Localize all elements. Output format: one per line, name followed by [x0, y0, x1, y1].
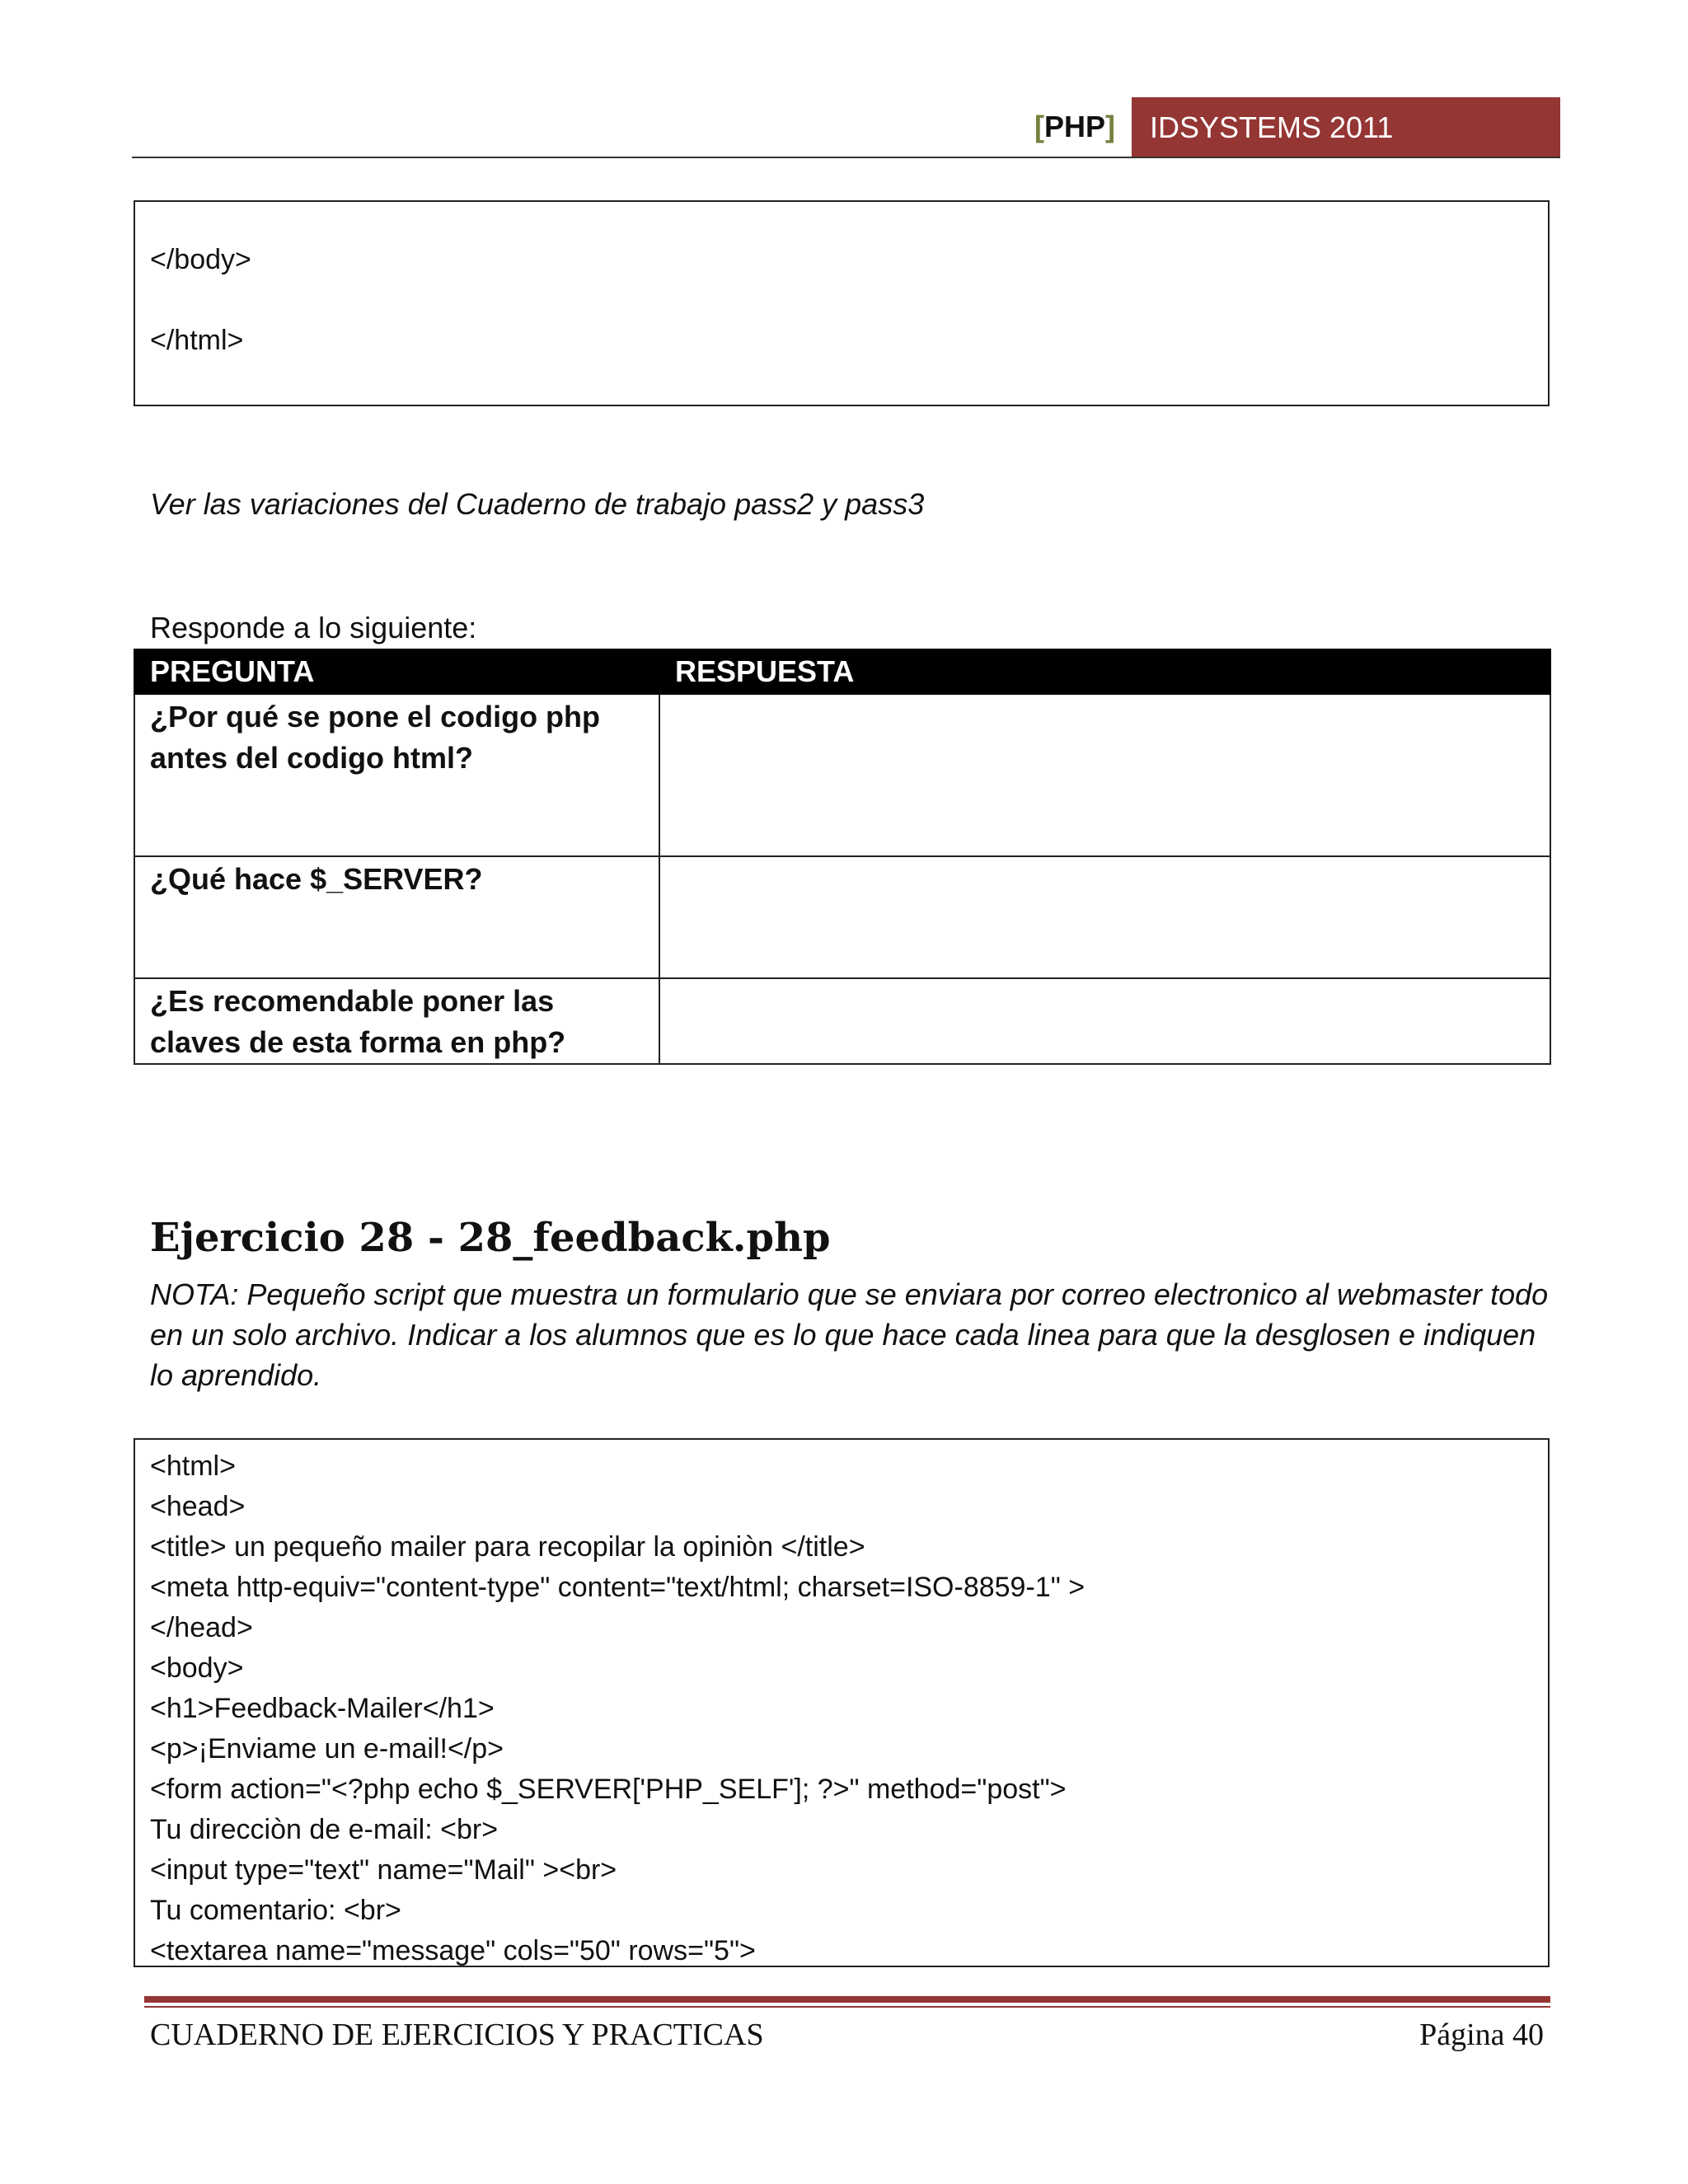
qa-question: ¿Por qué se pone el codigo php antes del codigo html? [134, 694, 659, 856]
exercise-title: Ejercicio 28 - 28_feedback.php [150, 1215, 831, 1261]
header-rule [132, 157, 1560, 158]
qa-question: ¿Qué hace $_SERVER? [134, 856, 659, 978]
exercise-note: NOTA: Pequeño script que muestra un formulario que se enviara por correo electronico al webmaster todo en un solo archivo. Indicar a los alumnos que es lo que hace cada linea para que la desglosen e indiquen lo aprendido. [150, 1277, 1549, 1392]
qa-answer-cell[interactable] [659, 978, 1550, 1064]
variations-note: Ver las variaciones del Cuaderno de trabajo pass2 y pass3 [150, 487, 925, 521]
header-bracket-close: ] [1105, 110, 1115, 143]
instruction-text: Responde a lo siguiente: [150, 611, 477, 644]
qa-answer-cell[interactable] [659, 856, 1550, 978]
code-line: <meta http-equiv="content-type" content="text/html; charset=ISO-8859-1" > [150, 1572, 1085, 1603]
qa-row [134, 856, 1550, 978]
qa-table [134, 649, 1551, 1065]
code-block-2 [134, 1438, 1550, 1967]
code-line: <title> un pequeño mailer para recopilar la opiniòn </title> [150, 1531, 865, 1563]
code-line: <html> [150, 1451, 236, 1482]
page-number: Página 40 [1419, 2018, 1544, 2052]
code-line: </head> [150, 1612, 253, 1643]
code-block-1 [134, 200, 1550, 406]
footer-title: CUADERNO DE EJERCICIOS Y PRACTICAS [150, 2018, 764, 2052]
footer-rule-thin [144, 2006, 1550, 2008]
qa-header-row [134, 649, 1550, 694]
code-line: </html> [150, 325, 244, 356]
code-line: <h1>Feedback-Mailer</h1> [150, 1693, 495, 1724]
code-line: <input type="text" name="Mail" ><br> [150, 1854, 617, 1886]
code-line: <body> [150, 1652, 244, 1684]
header-brand: IDSYSTEMS 2011 [1132, 97, 1560, 158]
code-line: Tu direcciòn de e-mail: <br> [150, 1814, 499, 1845]
code-line: <form action="<?php echo $_SERVER['PHP_SELF']; ?>" method="post"> [150, 1774, 1067, 1805]
header-bracket-open: [ [1034, 110, 1044, 143]
header-tag [1034, 109, 1115, 145]
header-tag-word: PHP [1043, 110, 1105, 143]
code-line: <head> [150, 1491, 246, 1522]
code-line: </body> [150, 244, 251, 275]
qa-header-answer: RESPUESTA [659, 649, 1550, 694]
footer-rule [144, 1996, 1550, 2003]
qa-row [134, 694, 1550, 856]
qa-row [134, 978, 1550, 1064]
qa-question: ¿Es recomendable poner las claves de esta forma en php? [134, 978, 659, 1064]
page-header [132, 97, 1560, 158]
qa-answer-cell[interactable] [659, 694, 1550, 856]
code-line: <textarea name="message" cols="50" rows="5"> [150, 1935, 756, 1966]
code-line: Tu comentario: <br> [150, 1895, 401, 1926]
code-line: <p>¡Enviame un e-mail!</p> [150, 1733, 504, 1765]
qa-header-question: PREGUNTA [134, 649, 659, 694]
